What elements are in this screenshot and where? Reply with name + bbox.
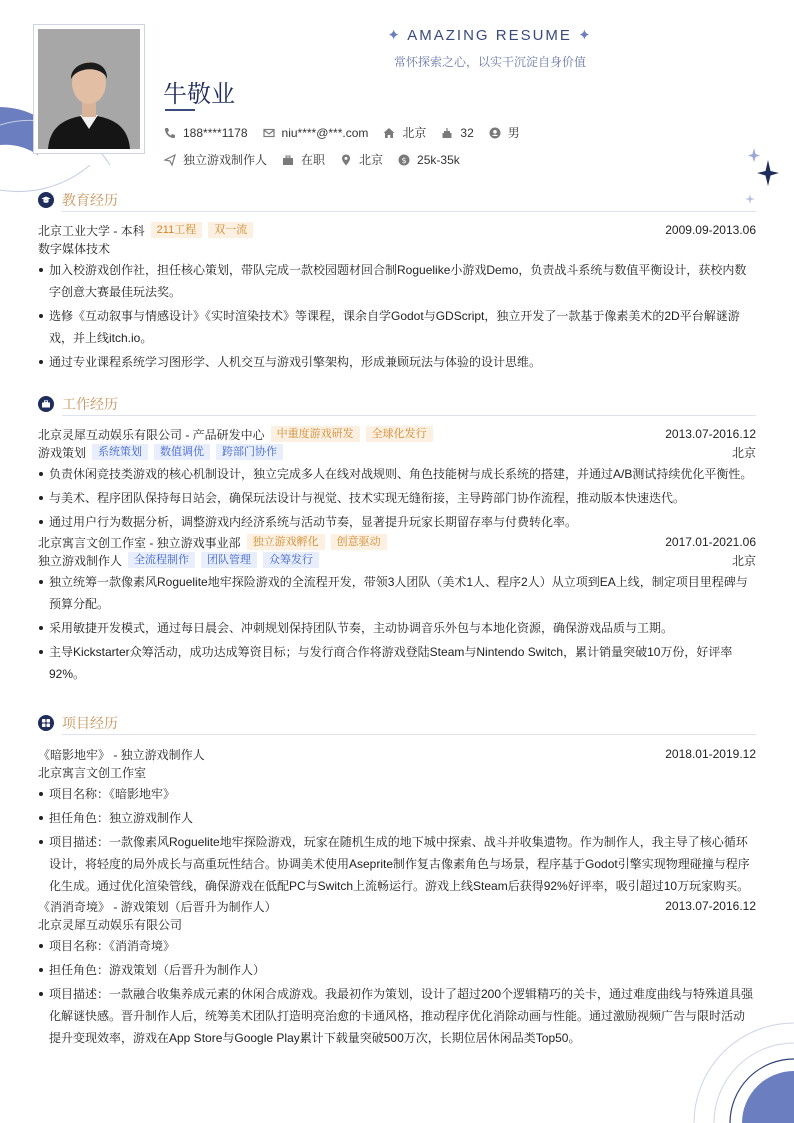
work-entry-header bbox=[38, 533, 756, 551]
list-item: 项目名称：《消消奇境》 bbox=[38, 935, 756, 957]
list-item: 与美术、程序团队保持每日站会，确保玩法设计与视觉、技术实现无缝衔接，主导跨部门协作流程，推动版本快速迭代。 bbox=[38, 487, 756, 509]
education-header bbox=[38, 190, 756, 210]
role-name: 游戏策划 bbox=[38, 445, 87, 460]
company-name: 北京寓言文创工作室 - 独立游戏事业部 bbox=[38, 535, 241, 550]
send-icon bbox=[163, 153, 177, 167]
age-text: 32 bbox=[460, 125, 474, 140]
list-item: 项目描述：一款像素风Roguelite地牢探险游戏，玩家在随机生成的地下城中探索、战斗并收集遗物。作为制作人，我主导了核心循环设计，将轻度的局外成长与高重玩性结合。协调美术使用Aseprite制作复古像素角色与场景，程序基于Godot引擎实现物理碰撞与程序化生成。通过优化渲染管线，确保游戏在低配PC与Switch上流畅运行。游戏上线Steam后获得92%好评率，吸引超过10万玩家购买。 bbox=[38, 831, 756, 897]
company-tag: 创意驱动 bbox=[331, 534, 387, 550]
home-icon bbox=[382, 126, 396, 140]
salary-item bbox=[397, 153, 460, 167]
location-pin-icon bbox=[339, 153, 353, 167]
job-city-item bbox=[339, 151, 383, 168]
job-status-text: 在职 bbox=[301, 153, 326, 167]
education-title: 教育经历 bbox=[62, 192, 118, 208]
project-entry-header bbox=[38, 745, 756, 763]
list-item: 加入校游戏创作社，担任核心策划，带队完成一款校园题材回合制Roguelike小游戏Demo，负责战斗系统与数值平衡设计，获校内数字创意大赛最佳玩法奖。 bbox=[38, 259, 756, 303]
project-org: 北京灵犀互动娱乐有限公司 bbox=[38, 917, 183, 932]
project-org-line bbox=[38, 915, 756, 933]
star-icon: ✦ bbox=[387, 27, 402, 44]
slogan-title-text: AMAZING RESUME bbox=[407, 27, 572, 44]
phone-item bbox=[163, 126, 248, 140]
salary-text: 25k-35k bbox=[417, 152, 460, 167]
education-section bbox=[38, 190, 756, 373]
job-title-item bbox=[163, 151, 267, 168]
school-name: 北京工业大学 - 本科 bbox=[38, 223, 145, 238]
list-item: 采用敏捷开发模式，通过每日晨会、冲刺规划保持团队节奏，主动协调音乐外包与本地化资源，确保游戏品质与工期。 bbox=[38, 617, 756, 639]
list-item: 独立统筹一款像素风Roguelite地牢探险游戏的全流程开发，带领3人团队（美术1人、程序2人）从立项到EA上线，制定项目里程碑与预算分配。 bbox=[38, 571, 756, 615]
work-title: 工作经历 bbox=[62, 396, 118, 412]
work-role-line bbox=[38, 443, 756, 461]
user-circle-icon bbox=[488, 126, 502, 140]
job-city-text: 北京 bbox=[359, 153, 384, 167]
phone-icon bbox=[163, 126, 177, 140]
phone-text: 188****1178 bbox=[183, 125, 248, 140]
svg-text:$: $ bbox=[401, 155, 407, 165]
graduation-cap-icon bbox=[38, 192, 54, 208]
section-divider bbox=[62, 211, 756, 212]
candidate-name: 牛敬业 bbox=[163, 81, 235, 108]
education-date: 2009.09-2013.06 bbox=[665, 223, 756, 237]
list-item: 担任角色：独立游戏制作人 bbox=[38, 807, 756, 829]
project-entry-header bbox=[38, 897, 756, 915]
contact-info-row bbox=[163, 124, 534, 141]
list-item: 担任角色：游戏策划（后晋升为制作人） bbox=[38, 959, 756, 981]
education-bullets bbox=[38, 259, 756, 373]
email-icon bbox=[262, 126, 276, 140]
work-section bbox=[38, 394, 756, 685]
company-name: 北京灵犀互动娱乐有限公司 - 产品研发中心 bbox=[38, 427, 265, 442]
role-tag: 跨部门协作 bbox=[216, 444, 283, 460]
email-item bbox=[262, 126, 369, 140]
briefcase-icon bbox=[281, 153, 295, 167]
work-bullets bbox=[38, 571, 756, 685]
role-name: 独立游戏制作人 bbox=[38, 553, 123, 568]
gender-text: 男 bbox=[507, 126, 520, 140]
name-underline bbox=[165, 109, 195, 111]
work-city: 北京 bbox=[731, 553, 756, 568]
project-name: 《消消奇境》 - 游戏策划（后晋升为制作人） bbox=[38, 899, 277, 914]
slogan-title bbox=[380, 26, 600, 44]
role-tag: 众筹发行 bbox=[263, 552, 319, 568]
section-divider bbox=[62, 734, 756, 735]
age-item bbox=[440, 126, 473, 140]
list-item: 通过用户行为数据分析，调整游戏内经济系统与活动节奏，显著提升玩家长期留存率与付费转化率。 bbox=[38, 511, 756, 533]
project-bullets bbox=[38, 783, 756, 897]
work-header bbox=[38, 394, 756, 414]
star-icon: ✦ bbox=[578, 27, 593, 44]
list-item: 选修《互动叙事与情感设计》《实时渲染技术》等课程，课余自学Godot与GDScript，独立开发了一款基于像素美术的2D平台解谜游戏，并上线itch.io。 bbox=[38, 305, 756, 349]
grid-icon bbox=[38, 715, 54, 731]
gender-item bbox=[488, 124, 520, 141]
work-entry-header bbox=[38, 425, 756, 443]
major-line bbox=[38, 239, 756, 257]
photo-frame bbox=[33, 24, 145, 154]
role-tag: 系统策划 bbox=[92, 444, 148, 460]
list-item: 项目描述：一款融合收集养成元素的休闲合成游戏。我最初作为策划，设计了超过200个逻辑精巧的关卡，通过难度曲线与特殊道具强化解谜快感。晋升制作人后，统筹美术团队打造明亮治愈的卡通风格，推动程序优化消除动画与性能。通过激励视频广告与限时活动提升变现效率，游戏在App Store与Google Play累计下载量突破500万次，长期位居休闲品类Top50。 bbox=[38, 983, 756, 1049]
school-tag: 双一流 bbox=[208, 222, 253, 238]
list-item: 主导Kickstarter众筹活动，成功达成筹资目标；与发行商合作将游戏登陆Steam与Nintendo Switch，累计销量突破10万份，好评率92%。 bbox=[38, 641, 756, 685]
education-entry-header bbox=[38, 221, 756, 239]
role-tag: 数值调优 bbox=[154, 444, 210, 460]
slogan-subtitle: 常怀探索之心，以实干沉淀自身价值 bbox=[393, 55, 586, 69]
project-date: 2013.07-2016.12 bbox=[665, 899, 756, 913]
cake-icon bbox=[440, 126, 454, 140]
company-tag: 独立游戏孵化 bbox=[247, 534, 325, 550]
project-date: 2018.01-2019.12 bbox=[665, 747, 756, 761]
company-tag: 全球化发行 bbox=[366, 426, 433, 442]
project-name: 《暗影地牢》 - 独立游戏制作人 bbox=[38, 747, 205, 762]
job-title-text: 独立游戏制作人 bbox=[183, 153, 268, 167]
job-status-item bbox=[281, 151, 325, 168]
city-text: 北京 bbox=[402, 126, 427, 140]
email-text: niu****@***.com bbox=[281, 125, 369, 140]
list-item: 负责休闲竞技类游戏的核心机制设计，独立完成多人在线对战规则、角色技能树与成长系统的搭建，并通过A/B测试持续优化平衡性。 bbox=[38, 463, 756, 485]
role-tag: 全流程制作 bbox=[128, 552, 195, 568]
company-tag: 中重度游戏研发 bbox=[271, 426, 360, 442]
project-org: 北京寓言文创工作室 bbox=[38, 765, 147, 780]
project-header bbox=[38, 713, 756, 733]
school-tag: 211工程 bbox=[151, 222, 203, 238]
list-item: 项目名称：《暗影地牢》 bbox=[38, 783, 756, 805]
role-tag: 团队管理 bbox=[201, 552, 257, 568]
work-role-line bbox=[38, 551, 756, 569]
money-icon bbox=[397, 153, 411, 167]
list-item: 通过专业课程系统学习图形学、人机交互与游戏引擎架构，形成兼顾玩法与体验的设计思维。 bbox=[38, 351, 756, 373]
job-info-row bbox=[163, 151, 474, 168]
briefcase-icon bbox=[38, 396, 54, 412]
work-date: 2017.01-2021.06 bbox=[665, 535, 756, 549]
project-section bbox=[38, 713, 756, 1049]
work-date: 2013.07-2016.12 bbox=[665, 427, 756, 441]
project-org-line bbox=[38, 763, 756, 781]
section-divider bbox=[62, 415, 756, 416]
profile-photo bbox=[38, 29, 140, 149]
work-bullets bbox=[38, 463, 756, 533]
major-text: 数字媒体技术 bbox=[38, 241, 111, 256]
project-bullets bbox=[38, 935, 756, 1049]
city-item bbox=[382, 124, 426, 141]
project-title: 项目经历 bbox=[62, 715, 118, 731]
work-city: 北京 bbox=[731, 445, 756, 460]
